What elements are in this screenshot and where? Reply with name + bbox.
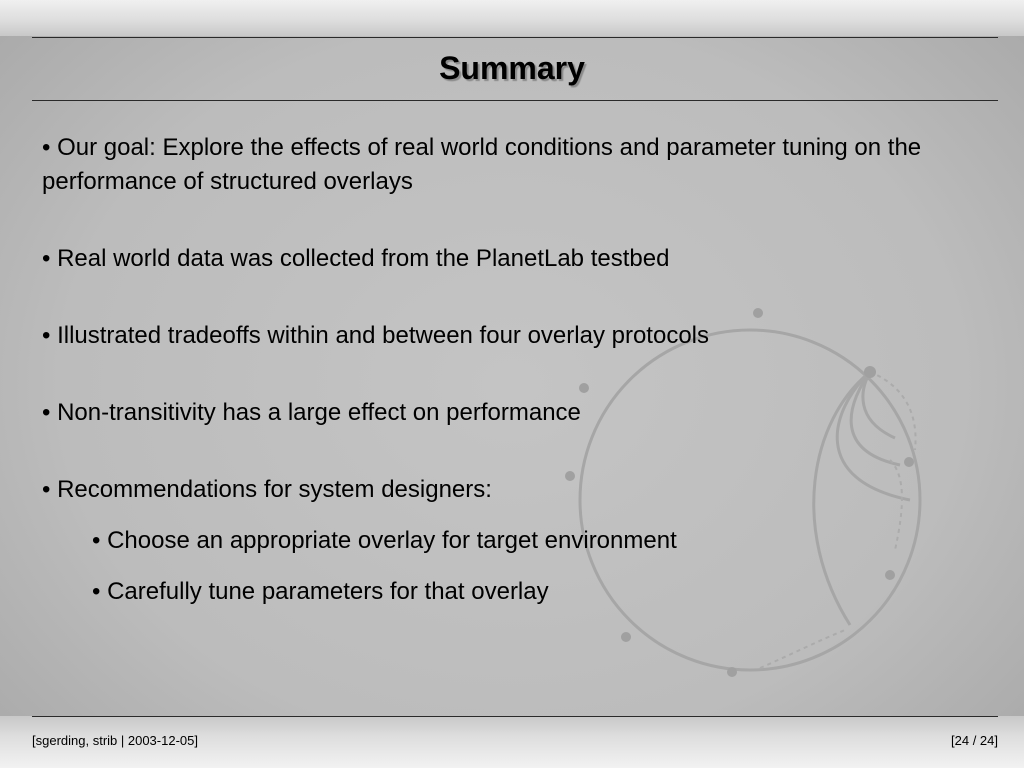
top-rule [32, 37, 998, 38]
footer-authors-date: [sgerding, strib | 2003-12-05] [32, 733, 198, 748]
slide-title: Summary [439, 50, 585, 86]
footer-page-number: [24 / 24] [951, 733, 998, 748]
bullet-goal: • Our goal: Explore the effects of real world conditions and parameter tuning on the performance of structured overlays [42, 134, 922, 195]
title-underline-rule [32, 100, 998, 101]
bullet-recommendations: • Recommendations for system designers: [42, 476, 492, 503]
bullet-planetlab-data: • Real world data was collected from the PlanetLab testbed [42, 245, 670, 272]
bullet-non-transitivity: • Non-transitivity has a large effect on performance [42, 399, 581, 426]
footer-rule [32, 716, 998, 717]
bullet-tradeoffs: • Illustrated tradeoffs within and between four overlay protocols [42, 322, 709, 349]
top-gradient-bar [0, 0, 1024, 36]
sub-bullet-tune-parameters: • Carefully tune parameters for that overlay [92, 578, 549, 605]
sub-bullet-choose-overlay: • Choose an appropriate overlay for target environment [92, 527, 677, 554]
